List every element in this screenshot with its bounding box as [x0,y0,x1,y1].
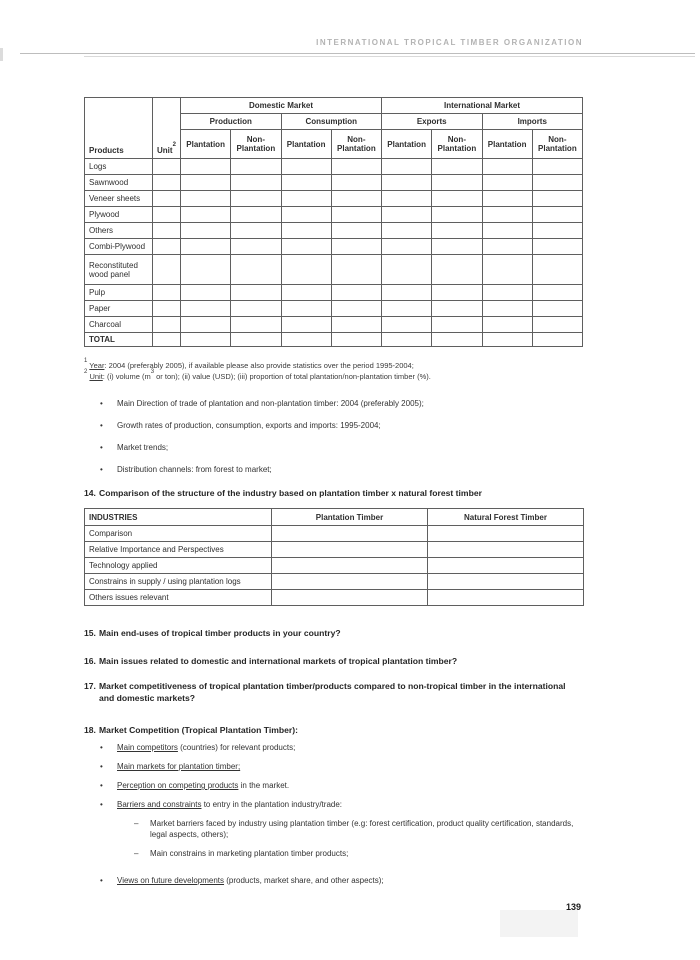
list-item [100,465,583,475]
data-cell [281,239,331,255]
data-cell [231,207,281,223]
bullet-icon: • [100,421,103,430]
data-cell [153,223,181,239]
non-plantation-header: Non-Plantation [532,130,582,159]
data-cell [382,301,432,317]
data-cell [181,175,231,191]
org-title: INTERNATIONAL TROPICAL TIMBER ORGANIZATION [316,38,583,47]
data-cell [482,333,532,347]
footnote-term: Year [89,361,105,370]
data-cell [281,175,331,191]
data-cell [482,223,532,239]
industry-row-label: Relative Importance and Perspectives [85,542,272,558]
industry-row-label: Others issues relevant [85,590,272,606]
data-cell [181,317,231,333]
data-cell [382,333,432,347]
list-item-text [117,762,240,772]
domestic-market-header: Domestic Market [181,98,382,114]
plantation-header: Plantation [181,130,231,159]
data-cell [181,191,231,207]
data-cell [272,542,428,558]
footnote-unit [84,368,583,382]
industries-comparison-table [84,508,584,606]
footnote-text: : (i) volume (m [102,372,151,381]
bullet-icon: • [100,781,103,790]
table-row [85,175,583,191]
data-cell [331,207,381,223]
page-content [84,92,583,895]
section-title: Comparison of the structure of the industry based on plantation timber x natural forest timber [99,488,482,498]
unit-column-header [153,98,181,159]
data-cell [382,239,432,255]
footnote-term: Unit [89,372,103,381]
data-cell [153,317,181,333]
data-cell [153,175,181,191]
data-cell [281,159,331,175]
data-cell [331,159,381,175]
data-cell [281,255,331,285]
list-item [100,876,583,886]
table-row [85,255,583,285]
data-cell [382,285,432,301]
list-item [100,399,583,409]
data-cell [231,239,281,255]
international-market-header: International Market [382,98,583,114]
data-cell [532,301,582,317]
table-row [85,526,584,542]
data-cell [231,159,281,175]
underlined-phrase: Perception on competing products [117,781,239,790]
data-cell [153,255,181,285]
data-cell [331,285,381,301]
consumption-header: Consumption [281,114,382,130]
section-18-heading [84,724,583,736]
data-cell [382,207,432,223]
data-cell [153,301,181,317]
list-item-text [117,876,384,886]
footnote-year [84,357,583,371]
data-cell [532,223,582,239]
table-row [85,159,583,175]
product-row-label: Veneer sheets [85,191,153,207]
data-cell [181,159,231,175]
table-row [85,285,583,301]
data-cell [532,159,582,175]
list-item [100,421,583,431]
data-cell [482,285,532,301]
market-info-bullet-list [84,399,583,475]
data-cell [382,255,432,285]
data-cell [153,333,181,347]
table-row [85,574,584,590]
data-cell [382,223,432,239]
data-cell [272,558,428,574]
data-cell [428,558,584,574]
cubic-meter-exponent: 3 [150,368,155,375]
table-row [85,239,583,255]
section-number: 16. [84,656,96,666]
data-cell [331,333,381,347]
sub-list-item-text: Main constrains in marketing plantation timber products; [150,849,349,858]
natural-forest-timber-column-header: Natural Forest Timber [428,509,584,526]
section-17-heading [84,680,583,704]
production-header: Production [181,114,282,130]
sub-list-item [134,819,583,840]
data-cell [281,301,331,317]
data-cell [331,301,381,317]
product-row-label: Reconstituted wood panel [85,255,153,285]
list-item-text [117,743,295,753]
data-cell [432,333,482,347]
underlined-phrase: Main competitors [117,743,178,752]
table-row [85,191,583,207]
list-item [100,743,583,753]
list-item-text [117,800,583,867]
bullet-icon: • [100,465,103,474]
data-cell [532,255,582,285]
data-cell [428,542,584,558]
data-cell [181,285,231,301]
data-cell [432,159,482,175]
data-cell [432,191,482,207]
section-title: Market competitiveness of tropical plantation timber/products compared to non-tropical timber in the international and domestic markets? [99,681,566,703]
product-row-label: Plywood [85,207,153,223]
data-cell [231,191,281,207]
underlined-phrase: Barriers and constraints [117,800,202,809]
data-cell [231,255,281,285]
data-cell [532,207,582,223]
data-cell [382,317,432,333]
data-cell [181,239,231,255]
header-rule-secondary [84,56,695,57]
footnote-marker-1: 1 [84,357,88,364]
section-title: Main issues related to domestic and international markets of tropical plantation timber? [99,656,458,666]
imports-header: Imports [482,114,583,130]
industries-column-header: INDUSTRIES [85,509,272,526]
total-row [85,333,583,347]
data-cell [331,317,381,333]
data-cell [432,223,482,239]
table-row [85,301,583,317]
industry-row-label: Comparison [85,526,272,542]
dash-icon: – [134,849,139,858]
table-row [85,590,584,606]
dash-icon: – [134,819,139,828]
data-cell [331,223,381,239]
data-cell [331,255,381,285]
data-cell [382,175,432,191]
data-cell [482,159,532,175]
data-cell [153,239,181,255]
product-row-label: Pulp [85,285,153,301]
product-row-label: Charcoal [85,317,153,333]
product-row-label: Paper [85,301,153,317]
products-statistics-table [84,97,583,347]
data-cell [482,191,532,207]
data-cell [382,191,432,207]
list-item-text [117,781,289,791]
data-cell [281,191,331,207]
data-cell [281,285,331,301]
industry-row-label: Technology applied [85,558,272,574]
bullet-icon: • [100,762,103,771]
bullet-icon: • [100,443,103,452]
data-cell [532,317,582,333]
data-cell [272,590,428,606]
plantation-header: Plantation [482,130,532,159]
data-cell [153,159,181,175]
table-row [85,223,583,239]
product-row-label: Sawnwood [85,175,153,191]
total-row-label: TOTAL [85,333,153,347]
data-cell [272,526,428,542]
data-cell [153,191,181,207]
data-cell [482,175,532,191]
underlined-phrase: Views on future developments [117,875,225,885]
section-title: Main end-uses of tropical timber products in your country? [99,628,341,638]
section-number: 14. [84,488,96,498]
data-cell [231,285,281,301]
list-item-rest: in the market. [238,781,290,790]
plantation-timber-column-header: Plantation Timber [272,509,428,526]
data-cell [428,574,584,590]
plantation-header: Plantation [281,130,331,159]
table-row [85,558,584,574]
list-item-rest: to entry in the plantation industry/trade: [201,800,343,809]
list-item-text: Market trends; [117,443,169,452]
bullet-icon: • [100,875,103,885]
data-cell [532,239,582,255]
section-title: Market Competition (Tropical Plantation Timber): [99,725,298,735]
data-cell [331,191,381,207]
data-cell [482,239,532,255]
table-row [85,317,583,333]
sub-list-item [134,849,583,860]
data-cell [231,223,281,239]
data-cell [482,255,532,285]
table-footnotes [84,357,583,382]
data-cell [231,333,281,347]
data-cell [281,207,331,223]
non-plantation-header: Non-Plantation [231,130,281,159]
data-cell [432,285,482,301]
footnote-marker-2: 2 [84,368,88,375]
sub-list-item-text: Market barriers faced by industry using plantation timber (e.g: forest certification, product quality certification, standards, legal aspects, others); [150,819,574,839]
data-cell [432,301,482,317]
data-cell [532,175,582,191]
list-item-text: Distribution channels: from forest to market; [117,465,272,474]
footnote-text: : 2004 (preferably 2005), if available please also provide statistics over the period 1995-2004; [104,361,414,370]
section-16-heading [84,655,583,667]
section-18-bullet-list [84,743,583,886]
data-cell [181,333,231,347]
data-cell [281,317,331,333]
underlined-phrase: Main markets for plantation timber; [117,762,241,771]
data-cell [428,590,584,606]
section-15-heading [84,627,583,639]
header-rule [20,53,695,54]
list-item [100,762,583,772]
data-cell [532,333,582,347]
section-number: 17. [84,681,96,691]
unit-label: Unit [157,146,173,155]
bullet-icon: • [100,800,103,809]
data-cell [432,239,482,255]
unit-footnote-marker: 2 [172,142,176,149]
data-cell [153,207,181,223]
product-row-label: Logs [85,159,153,175]
data-cell [432,207,482,223]
data-cell [331,239,381,255]
data-cell [281,223,331,239]
bullet-icon: • [100,743,103,752]
data-cell [331,175,381,191]
data-cell [432,175,482,191]
data-cell [432,255,482,285]
data-cell [231,301,281,317]
list-item-rest: (countries) for relevant products; [177,743,296,752]
data-cell [428,526,584,542]
plantation-header: Plantation [382,130,432,159]
list-item-text: Growth rates of production, consumption, exports and imports: 1995-2004; [117,421,381,430]
section-number: 15. [84,628,96,638]
data-cell [272,574,428,590]
page-number: 139 [565,902,581,912]
data-cell [231,317,281,333]
table-row [85,542,584,558]
list-item [100,800,583,867]
industry-row-label: Constrains in supply / using plantation logs [85,574,272,590]
data-cell [231,175,281,191]
footer-shade-box [500,910,578,937]
product-row-label: Others [85,223,153,239]
list-item-rest: (products, market share, and other aspects); [224,875,384,885]
product-row-label: Combi-Plywood [85,239,153,255]
footnote-text: or ton); (ii) value (USD); (iii) proportion of total plantation/non-plantation timber (%). [154,372,431,381]
section-number: 18. [84,725,96,735]
list-item [100,781,583,791]
data-cell [532,191,582,207]
data-cell [482,207,532,223]
data-cell [482,301,532,317]
data-cell [432,317,482,333]
non-plantation-header: Non-Plantation [432,130,482,159]
data-cell [153,285,181,301]
list-item-text: Main Direction of trade of plantation and non-plantation timber: 2004 (preferably 2005); [117,399,424,408]
data-cell [482,317,532,333]
exports-header: Exports [382,114,483,130]
page-edge-mark [0,48,3,61]
data-cell [281,333,331,347]
non-plantation-header: Non-Plantation [331,130,381,159]
section-14-heading [84,487,583,499]
bullet-icon: • [100,399,103,408]
table-row [85,207,583,223]
list-item [100,443,583,453]
data-cell [382,159,432,175]
data-cell [181,255,231,285]
data-cell [181,207,231,223]
data-cell [181,223,231,239]
products-column-header: Products [85,98,153,159]
data-cell [532,285,582,301]
data-cell [181,301,231,317]
